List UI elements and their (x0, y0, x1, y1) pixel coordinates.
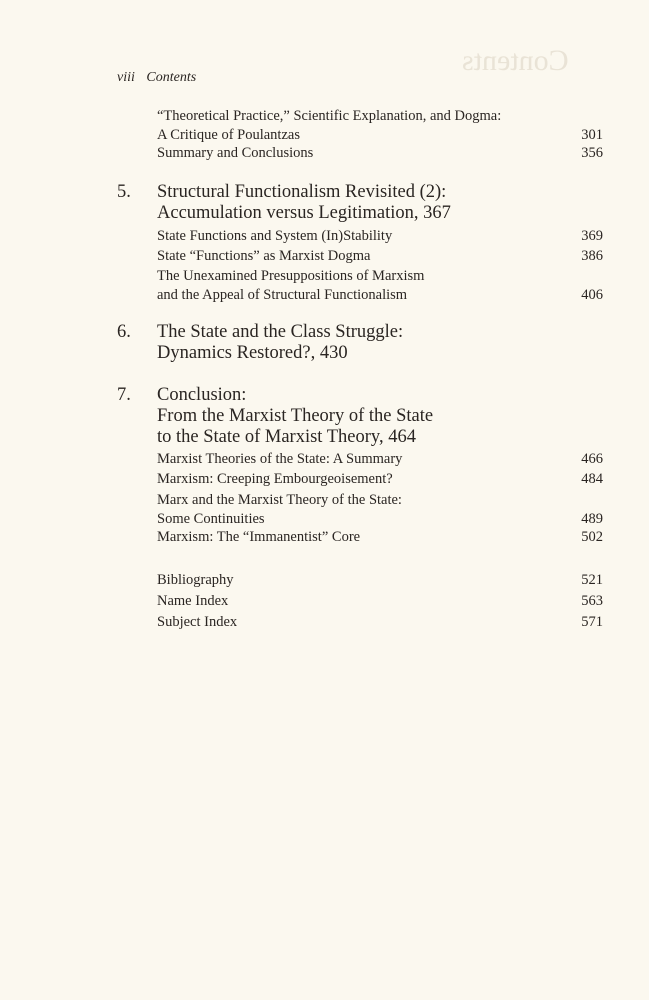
chapter-number: 5. (117, 182, 131, 202)
toc-entry-title: Name Index (157, 593, 229, 609)
toc-entry-title: Summary and Conclusions (157, 145, 314, 161)
toc-entry (157, 491, 603, 529)
page-folio: viii (117, 70, 135, 85)
toc-entry-page: 466 (581, 451, 603, 467)
toc-entry-title: State Functions and System (In)Stability (157, 228, 393, 244)
chapter-heading (117, 385, 603, 448)
toc-entry-title: Marx and the Marxist Theory of the State: Some Continuities (157, 492, 402, 527)
toc-entry (157, 571, 603, 590)
toc-entry (157, 528, 603, 547)
chapter-title: Structural Functionalism Revisited (2): Accumulation versus Legitimation, 367 (157, 182, 451, 223)
toc-entry-page: 406 (581, 287, 603, 303)
chapter-number: 7. (117, 385, 131, 405)
toc-entry-title: Marxist Theories of the State: A Summary (157, 451, 403, 467)
running-header (117, 70, 196, 86)
toc-entry (157, 227, 603, 246)
chapter-title: Conclusion: From the Marxist Theory of the State to the State of Marxist Theory, 464 (157, 385, 434, 447)
chapter-heading (117, 182, 603, 224)
chapter-number: 6. (117, 322, 131, 342)
running-title: Contents (146, 70, 197, 85)
toc-entry-page: 571 (581, 614, 603, 630)
chapter-heading (117, 322, 603, 364)
chapter-title: The State and the Class Struggle: Dynamics Restored?, 430 (157, 322, 404, 363)
toc-entry-title: The Unexamined Presuppositions of Marxism and the Appeal of Structural Functionalism (157, 268, 425, 303)
toc-entry-page: 386 (581, 248, 603, 264)
toc-entry (157, 613, 603, 632)
toc-entry (157, 470, 603, 489)
toc-entry-title: Subject Index (157, 614, 238, 630)
toc-entry (157, 144, 603, 163)
toc-entry-title: “Theoretical Practice,” Scientific Explanation, and Dogma: A Critique of Poulantzas (157, 108, 502, 143)
toc-entry-page: 489 (581, 511, 603, 527)
toc-entry-page: 356 (581, 145, 603, 161)
toc-entry-title: Marxism: The “Immanentist” Core (157, 529, 361, 545)
bleed-through-title: Contents (462, 44, 569, 77)
toc-entry-page: 369 (581, 228, 603, 244)
toc-entry (157, 592, 603, 611)
toc-entry (157, 247, 603, 266)
toc-entry-page: 301 (581, 127, 603, 143)
toc-entry-title: State “Functions” as Marxist Dogma (157, 248, 371, 264)
toc-entry (157, 107, 603, 145)
toc-entry (157, 450, 603, 469)
toc-entry-page: 484 (581, 471, 603, 487)
toc-entry-page: 521 (581, 572, 603, 588)
toc-entry-title: Bibliography (157, 572, 234, 588)
toc-entry-title: Marxism: Creeping Embourgeoisement? (157, 471, 393, 487)
toc-entry (157, 267, 603, 305)
toc-entry-page: 563 (581, 593, 603, 609)
toc-entry-page: 502 (581, 529, 603, 545)
